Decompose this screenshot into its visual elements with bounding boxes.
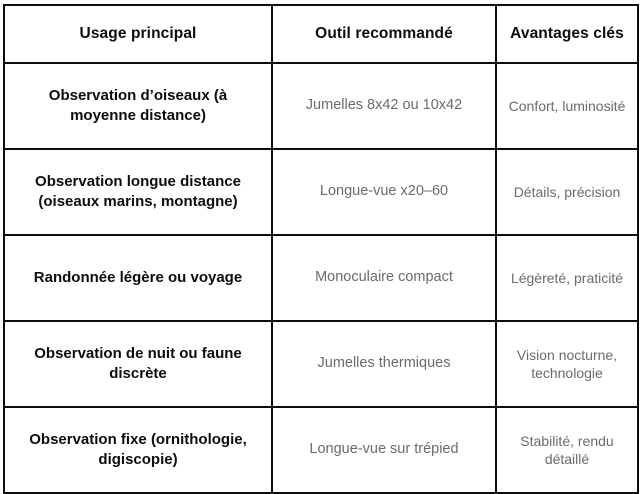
cell-benefit: Stabilité, rendu détaillé (496, 407, 638, 493)
cell-tool: Longue-vue x20–60 (272, 149, 496, 235)
cell-usage: Observation longue distance (oiseaux marins, montagne) (4, 149, 272, 235)
cell-tool: Monoculaire compact (272, 235, 496, 321)
cell-tool: Jumelles thermiques (272, 321, 496, 407)
cell-tool: Longue-vue sur trépied (272, 407, 496, 493)
cell-usage: Observation d’oiseaux (à moyenne distance) (4, 63, 272, 149)
optics-comparison-table (3, 4, 639, 494)
table-row (4, 407, 638, 493)
table-row (4, 63, 638, 149)
cell-usage: Randonnée légère ou voyage (4, 235, 272, 321)
table-row (4, 149, 638, 235)
table-header-row (4, 5, 638, 63)
cell-benefit: Confort, luminosité (496, 63, 638, 149)
cell-tool: Jumelles 8x42 ou 10x42 (272, 63, 496, 149)
table-header (4, 5, 638, 63)
cell-benefit: Détails, précision (496, 149, 638, 235)
cell-usage: Observation de nuit ou faune discrète (4, 321, 272, 407)
table-body (4, 63, 638, 493)
table-row (4, 321, 638, 407)
column-header-usage: Usage principal (4, 5, 272, 63)
table-row (4, 235, 638, 321)
column-header-tool: Outil recommandé (272, 5, 496, 63)
cell-benefit: Légèreté, praticité (496, 235, 638, 321)
cell-usage: Observation fixe (ornithologie, digiscopie) (4, 407, 272, 493)
column-header-benefits: Avantages clés (496, 5, 638, 63)
cell-benefit: Vision nocturne, technologie (496, 321, 638, 407)
